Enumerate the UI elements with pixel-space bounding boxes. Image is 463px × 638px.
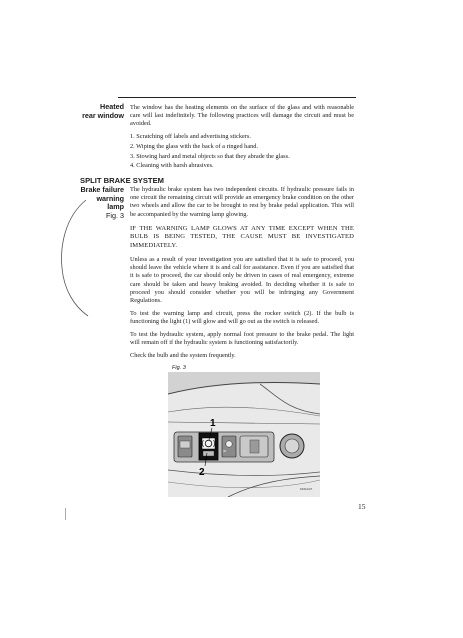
split-brake-body bbox=[130, 186, 354, 364]
callout-1: 1 bbox=[210, 418, 216, 429]
heated-intro: The window has the heating elements on the surface of the glass and with reasonable care will last indefinitely. The following practices will damage the circuit and must be avoided. bbox=[130, 104, 354, 128]
brake-label-fig: Fig. 3 bbox=[106, 210, 124, 220]
callout-2: 2 bbox=[199, 467, 205, 478]
brake-para1: The hydraulic brake system has two independent circuits. If hydraulic pressure fails in one circuit the remaining circuit will provide an emergency brake condition on the other two wheels and allow the car to be brought to rest by brake pedal application. This will be accompanied by the warning lamp glowing. bbox=[130, 186, 354, 218]
margin-mark bbox=[65, 508, 66, 520]
list-item: 2. Wiping the glass with the back of a ringed hand. bbox=[130, 142, 258, 150]
brake-switch-figure bbox=[168, 372, 320, 497]
list-item: 1. Scratching off labels and advertising stickers. bbox=[130, 133, 251, 141]
split-brake-heading: SPLIT BRAKE SYSTEM bbox=[80, 176, 164, 185]
figure-code: 61611/27 bbox=[300, 487, 313, 491]
brake-label-line2: warning lamp bbox=[96, 193, 124, 212]
brake-para5: Check the bulb and the system frequently. bbox=[130, 351, 236, 359]
heated-label-line2: rear window bbox=[82, 110, 124, 120]
list-item: 3. Stowing hard and metal objects so that they abrade the glass. bbox=[130, 152, 290, 160]
page-number: 15 bbox=[358, 502, 366, 511]
brake-warning: IF THE WARNING LAMP GLOWS AT ANY TIME EXCEPT WHEN THE BULB IS BEING TESTED, THE CAUSE MUST BE INVESTIGATED IMMEDIATELY. bbox=[130, 224, 354, 249]
figure-caption: Fig. 3 bbox=[172, 365, 186, 371]
heated-rear-window-label bbox=[80, 103, 124, 120]
brake-para3: To test the warning lamp and circuit, press the rocker switch (2). If the bulb is functioning the light (1) will glow and will go out as the switch is released. bbox=[130, 309, 354, 325]
heated-avoid-list bbox=[130, 133, 354, 170]
brake-para4: To test the hydraulic system, apply normal foot pressure to the brake pedal. The light will remain off if the hydraulic system is functioning satisfactorily. bbox=[130, 330, 354, 346]
brake-label-line1: Brake failure bbox=[80, 185, 124, 194]
heated-label-line1: Heated bbox=[100, 102, 124, 111]
list-item: 4. Cleaning with harsh abrasives. bbox=[130, 162, 214, 170]
heated-rear-window-body bbox=[130, 104, 354, 172]
top-rule bbox=[118, 97, 356, 98]
binding-curve bbox=[54, 198, 94, 318]
brake-para2: Unless as a result of your investigation you are satisfied that it is safe to proceed, you should leave the vehicle where it is and call for assistance. Even if you are satisfied that it is safe to proceed, the car should only be driven in cases of real emergency, extreme care should be taken and heavy braking avoided. In deciding whether it is safe to proceed you should consider whether you will be infringing any Government Regulations. bbox=[130, 256, 354, 305]
svg-text:(D: (D bbox=[223, 449, 227, 453]
